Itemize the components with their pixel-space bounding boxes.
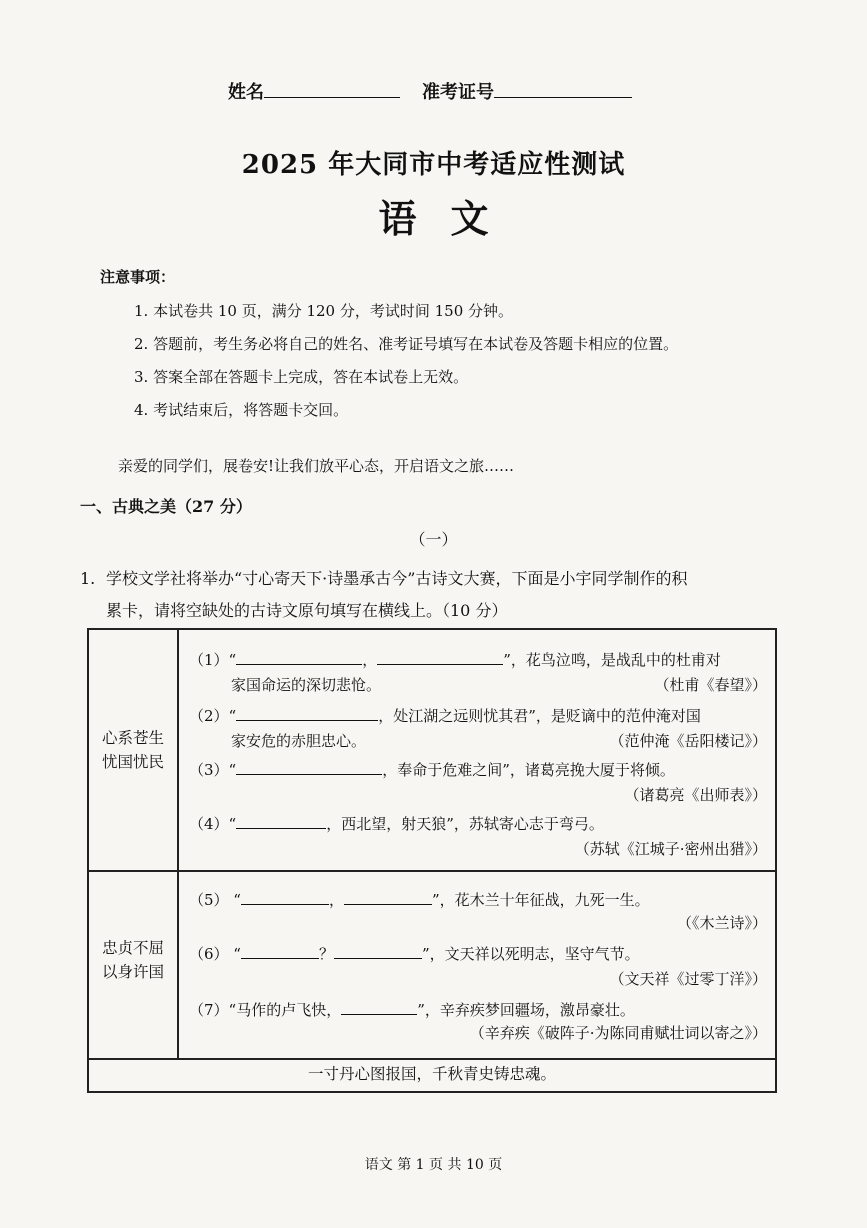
answer-blank[interactable] [377, 646, 503, 665]
ticket-number-blank[interactable] [494, 79, 632, 98]
accumulation-card [87, 628, 777, 1093]
exam-title: 2025 年大同市中考适应性测试 [241, 150, 626, 180]
item-6-source: （文天祥《过零丁洋》） [609, 970, 767, 988]
item-4-source: （苏轼《江城子·密州出猎》） [574, 840, 767, 858]
ticket-number-label: 准考证号 [422, 82, 494, 103]
item-4: （4）“ ，西北望，射天狼”，苏轼寄心志于弯弓。 [189, 810, 604, 834]
question-text-line-1: 学校文学社将举办“寸心寄天下·诗墨承古今”古诗文大赛，下面是小宇同学制作的积 [106, 569, 688, 588]
answer-blank[interactable] [236, 646, 362, 665]
answer-blank[interactable] [236, 810, 326, 829]
item-1-continued: 家国命运的深切悲怆。 [231, 676, 382, 694]
subject-title: 语文 [378, 196, 523, 241]
question-number: 1. [80, 569, 96, 588]
item-2-source: （范仲淹《岳阳楼记》） [609, 732, 767, 750]
card-motto: 一寸丹心图报国，千秋青史铸忠魂。 [307, 1065, 556, 1083]
row-divider [89, 1058, 775, 1060]
page-footer: 语文 第 1 页 共 10 页 [364, 1157, 503, 1173]
column-divider [177, 630, 179, 1059]
answer-blank[interactable] [236, 756, 382, 775]
item-5: （5） “ ， ”，花木兰十年征战，九死一生。 [189, 886, 650, 910]
answer-blank[interactable] [341, 996, 417, 1015]
question-1 [80, 563, 780, 627]
notice-item: 2. 答题前，考生务必将自己的姓名、准考证号填写在本试卷及答题卡相应的位置。 [134, 335, 679, 353]
notice-heading: 注意事项： [100, 268, 176, 286]
item-3: （3）“ ，奉命于危难之间”，诸葛亮挽大厦于将倾。 [189, 756, 675, 780]
item-5-source: （《木兰诗》） [676, 914, 767, 932]
question-text-line-2: 累卡，请将空缺处的古诗文原句填写在横线上。（10 分） [106, 601, 508, 620]
category-label-2: 忠贞不屈 以身许国 [101, 939, 164, 981]
answer-blank[interactable] [241, 940, 319, 959]
name-blank[interactable] [264, 79, 400, 98]
category-label-1: 心系苍生 忧国忧民 [101, 729, 164, 771]
notice-item: 1. 本试卷共 10 页，满分 120 分，考试时间 150 分钟。 [134, 302, 514, 320]
item-7-source: （辛弃疾《破阵子·为陈同甫赋壮词以寄之》） [469, 1024, 767, 1042]
item-6: （6） “ ？ ”，文天祥以死明志，坚守气节。 [189, 940, 640, 964]
row-divider [89, 870, 775, 872]
item-1-source: （杜甫《春望》） [654, 676, 767, 694]
answer-blank[interactable] [334, 940, 422, 959]
item-3-source: （诸葛亮《出师表》） [624, 786, 767, 804]
greeting-text: 亲爱的同学们，展卷安!让我们放平心态，开启语文之旅…… [118, 457, 515, 475]
answer-blank[interactable] [344, 886, 432, 905]
item-2-continued: 家安危的赤胆忠心。 [231, 732, 367, 750]
answer-blank[interactable] [236, 702, 378, 721]
answer-blank[interactable] [241, 886, 329, 905]
notice-item: 3. 答案全部在答题卡上完成，答在本试卷上无效。 [134, 368, 469, 386]
item-7: （7）“马作的卢飞快， ”，辛弃疾梦回疆场，激昂豪壮。 [189, 996, 635, 1020]
item-2: （2）“ ，处江湖之远则忧其君”，是贬谪中的范仲淹对国 [189, 702, 701, 726]
section-heading: 一、古典之美（27 分） [80, 497, 252, 516]
notice-item: 4. 考试结束后，将答题卡交回。 [134, 401, 349, 419]
part-heading: （一） [409, 530, 458, 549]
candidate-info [228, 78, 632, 104]
name-label: 姓名 [228, 82, 264, 103]
item-1: （1）“ ， ”，花鸟泣鸣，是战乱中的杜甫对 [189, 646, 721, 670]
